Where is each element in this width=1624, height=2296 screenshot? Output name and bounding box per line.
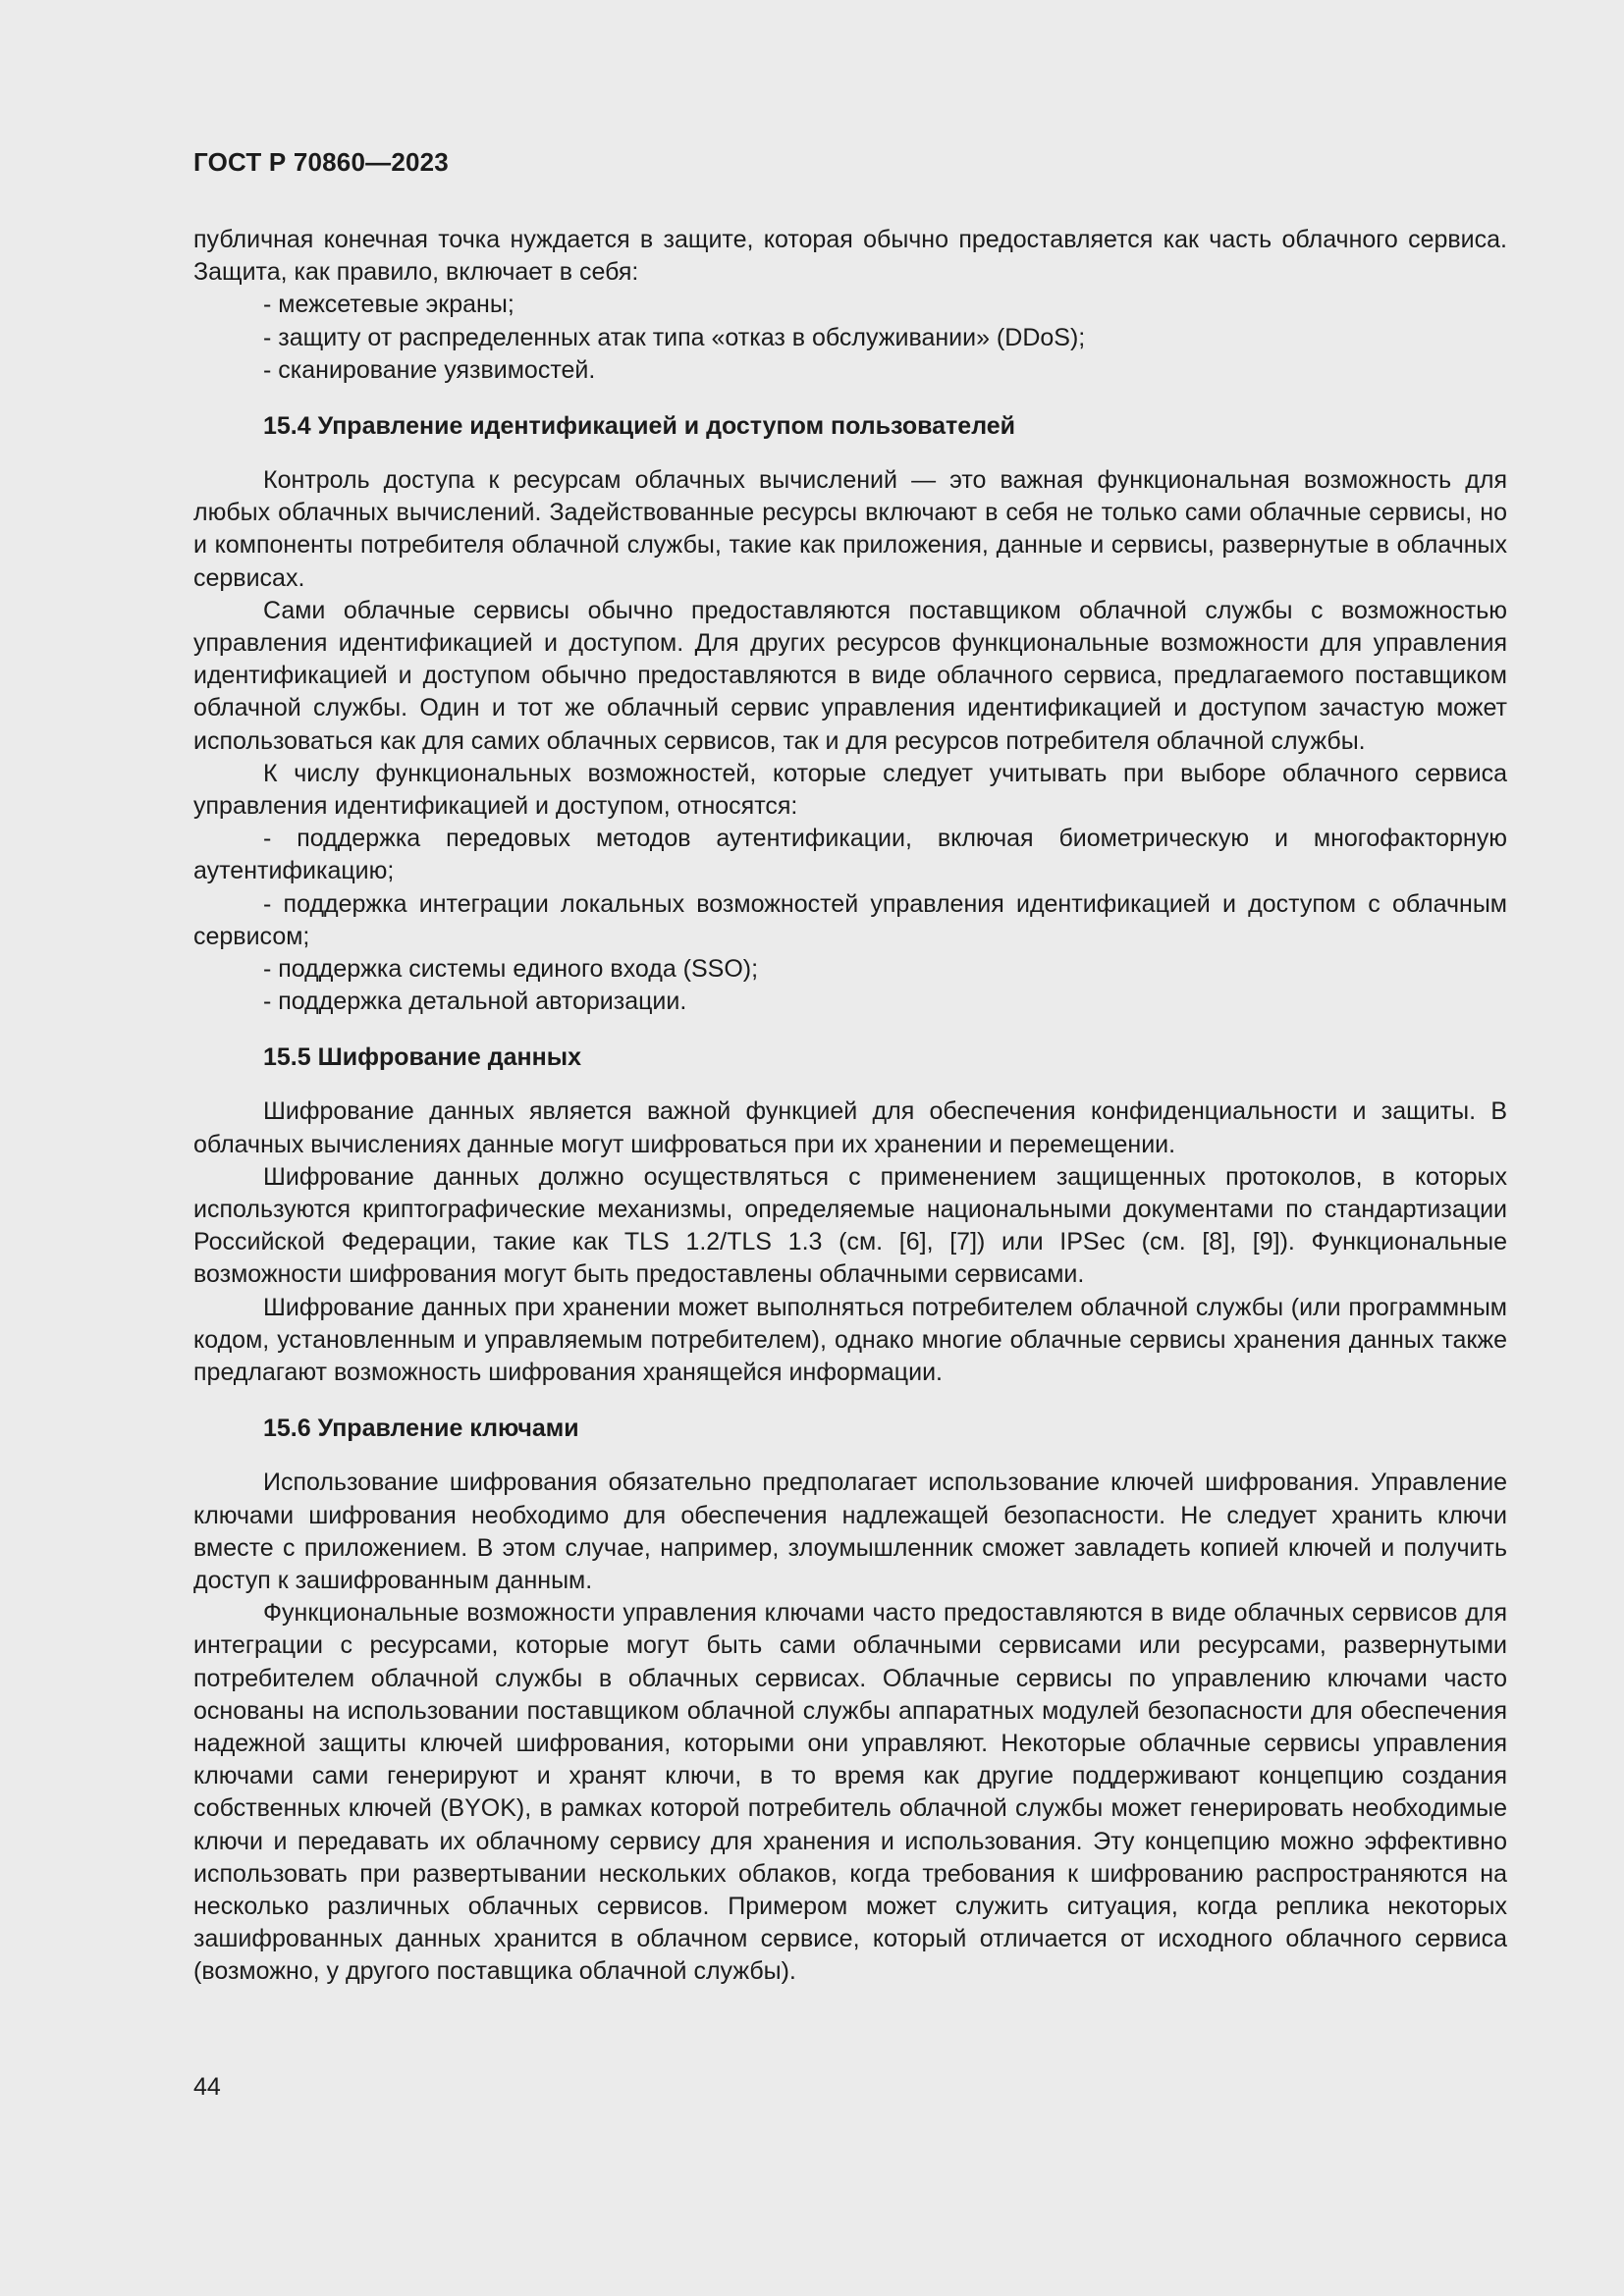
list-item: - поддержка системы единого входа (SSO); (263, 955, 759, 984)
paragraph: Шифрование данных является важной функцией для обеспечения конфиденциальности и защиты. В облачных вычислениях данные могут шифроваться при их хранении и перемещении. (193, 1097, 1507, 1158)
section-heading-15-4: 15.4 Управление идентификацией и доступом пользователей (263, 412, 1016, 441)
list-item: - поддержка интеграции локальных возможностей управления идентификацией и доступом с облачным сервисом; (193, 889, 1507, 950)
paragraph: Контроль доступа к ресурсам облачных вычислений — это важная функциональная возможность для любых облачных вычислений. Задействованные ресурсы включают в себя не только сами облачные сервисы, но и компоненты потребителя облачной службы, такие как приложения, данные и сервисы, развернутые в облачных сервисах. (193, 466, 1507, 592)
paragraph: Шифрование данных должно осуществляться с применением защищенных протоколов, в которых используются криптографические механизмы, определяемые национальными документами по стандартизации Российской Федерации, такие как TLS 1.2/TLS 1.3 (см. [6], [7]) или IPSec (см. [8], [9]). Функциональные возможности шифрования могут быть предоставлены облачными сервисами. (193, 1162, 1507, 1289)
list-item: - защиту от распределенных атак типа «отказ в обслуживании» (DDoS); (263, 323, 1086, 351)
paragraph: Функциональные возможности управления ключами часто предоставляются в виде облачных сервисов для интеграции с ресурсами, которые могут быть сами облачными сервисами или ресурсами, развернутыми потребителем облачной службы в облачных сервисах. Облачные сервисы по управлению ключами часто основаны на использовании поставщиком облачной службы аппаратных модулей безопасности для обеспечения надежной защиты ключей шифрования, которыми они управляют. Некоторые облачные сервисы управления ключами сами генерируют и хранят ключи, в то время как другие поддерживают концепцию создания собственных ключей (BYOK), в рамках которой потребитель облачной службы может генерировать необходимые ключи и передавать их облачному сервису для хранения и использования. Эту концепцию можно эффективно использовать при развертывании нескольких облаков, когда требования к шифрованию распространяются на несколько различных облачных сервисов. Примером может служить ситуация, когда реплика некоторых зашифрованных данных хранится в облачном сервисе, который отличается от исходного облачного сервиса (возможно, у другого поставщика облачной службы). (193, 1599, 1507, 1986)
section-heading-15-5: 15.5 Шифрование данных (263, 1043, 581, 1072)
paragraph: Использование шифрования обязательно предполагает использование ключей шифрования. Управление ключами шифрования необходимо для обеспечения надлежащей безопасности. Не следует хранить ключи вместе с приложением. В этом случае, например, злоумышленник сможет завладеть копией ключей и получить доступ к зашифрованным данным. (193, 1468, 1507, 1594)
intro-paragraph: публичная конечная точка нуждается в защите, которая обычно предоставляется как часть облачного сервиса. Защита, как правило, включает в себя: (193, 226, 1507, 287)
paragraph: Шифрование данных при хранении может выполняться потребителем облачной службы (или программным кодом, установленным и управляемым потребителем), однако многие облачные сервисы хранения данных также предлагают возможность шифрования хранящейся информации. (193, 1293, 1507, 1387)
list-item: - поддержка детальной авторизации. (263, 988, 687, 1016)
paragraph: Сами облачные сервисы обычно предоставляются поставщиком облачной службы с возможностью управления идентификацией и доступом. Для других ресурсов функциональные возможности для управления идентификацией и доступом обычно предоставляются в виде облачного сервиса, предлагаемого поставщиком облачной службы. Один и тот же облачный сервис управления идентификацией и доступом зачастую может использоваться как для самих облачных сервисов, так и для ресурсов потребителя облачной службы. (193, 596, 1507, 755)
list-item: - поддержка передовых методов аутентификации, включая биометрическую и многофакторную аутентификацию; (193, 825, 1507, 885)
list-item: - межсетевые экраны; (263, 291, 514, 319)
section-heading-15-6: 15.6 Управление ключами (263, 1415, 579, 1443)
document-body (193, 224, 1507, 1989)
document-header: ГОСТ Р 70860—2023 (193, 147, 449, 177)
list-item: - сканирование уязвимостей. (263, 355, 596, 384)
paragraph: К числу функциональных возможностей, которые следует учитывать при выборе облачного сервиса управления идентификацией и доступом, относятся: (193, 759, 1507, 821)
page-number: 44 (193, 2073, 221, 2101)
